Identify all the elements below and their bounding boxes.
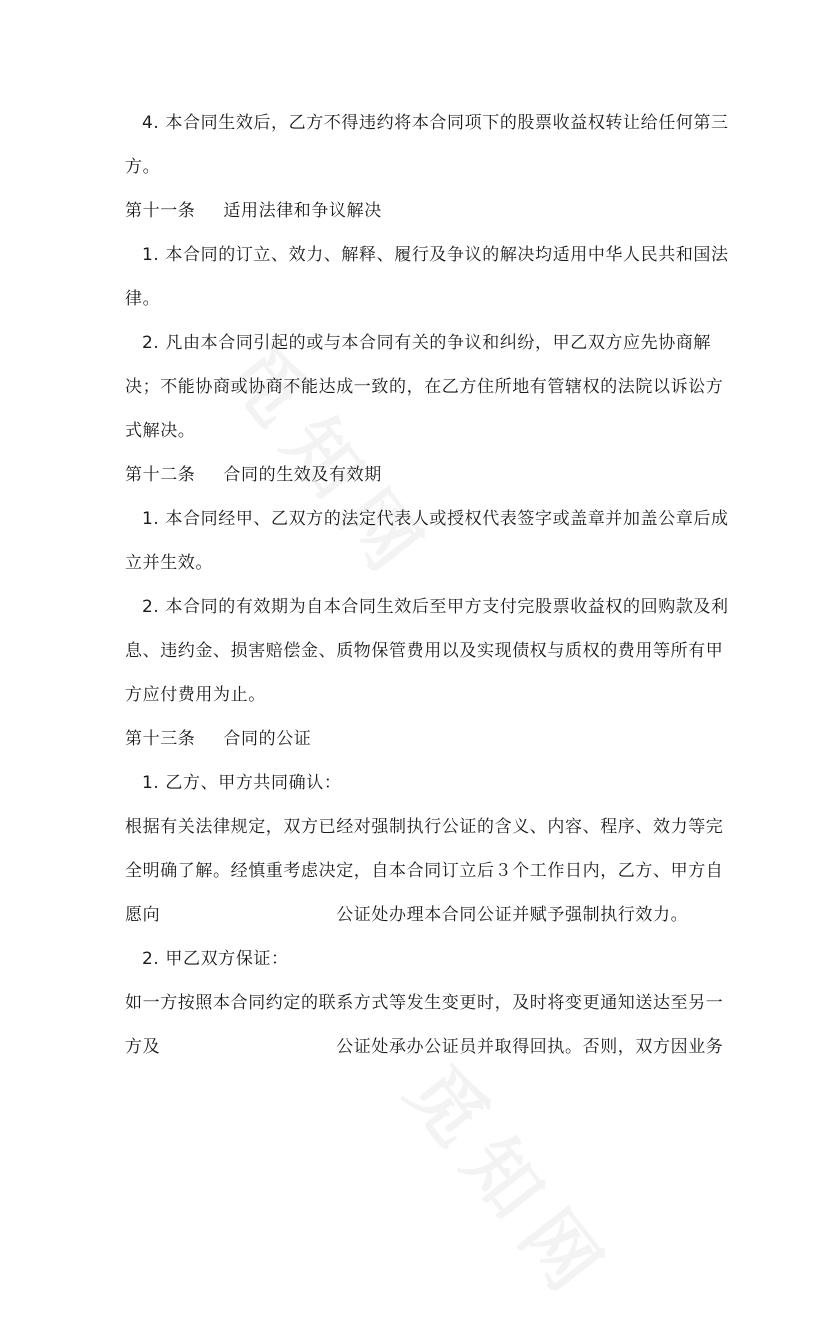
paragraph-line: 全明确了解。经慎重考虑决定，自本合同订立后３个工作日内，乙方、甲方自 xyxy=(125,861,724,881)
line-start: 方及 xyxy=(125,1037,161,1057)
paragraph-line: 式解决。 xyxy=(125,421,196,441)
line-end: 公证处承办公证员并取得回执。否则，双方因业务 xyxy=(336,1037,724,1057)
article-heading-13 xyxy=(125,727,311,751)
paragraph-line xyxy=(125,1035,723,1059)
paragraph-line xyxy=(125,903,688,927)
paragraph-line: 息、违约金、损害赔偿金、质物保管费用以及实现债权与质权的费用等所有甲 xyxy=(125,641,724,661)
article-title: 适用法律和争议解决 xyxy=(223,201,382,221)
paragraph-line: 根据有关法律规定，双方已经对强制执行公证的含义、内容、程序、效力等完 xyxy=(125,817,724,837)
paragraph-line: 2. 甲乙双方保证： xyxy=(142,949,289,969)
paragraph-line: 方应付费用为止。 xyxy=(125,685,266,705)
article-title: 合同的生效及有效期 xyxy=(223,465,382,485)
paragraph-line: 2. 本合同的有效期为自本合同生效后至甲方支付完股票收益权的回购款及利 xyxy=(142,597,729,617)
paragraph-line: 1. 本合同的订立、效力、解释、履行及争议的解决均适用中华人民共和国法 xyxy=(142,245,729,265)
paragraph-line: 1. 本合同经甲、乙双方的法定代表人或授权代表签字或盖章并加盖公章后成 xyxy=(142,509,729,529)
article-title: 合同的公证 xyxy=(223,729,312,749)
article-number: 第十三条 xyxy=(125,729,196,749)
article-heading-11 xyxy=(125,199,382,223)
article-heading-12 xyxy=(125,463,382,487)
paragraph-line: 立并生效。 xyxy=(125,553,213,573)
paragraph-line: 4. 本合同生效后，乙方不得违约将本合同项下的股票收益权转让给任何第三 xyxy=(142,113,729,133)
paragraph-line: 决；不能协商或协商不能达成一致的，在乙方住所地有管辖权的法院以诉讼方 xyxy=(125,377,724,397)
paragraph-line: 律。 xyxy=(125,289,161,309)
line-end: 公证处办理本合同公证并赋予强制执行效力。 xyxy=(336,905,689,925)
article-number: 第十一条 xyxy=(125,201,196,221)
article-number: 第十二条 xyxy=(125,465,196,485)
watermark xyxy=(206,320,459,603)
paragraph-line: 1. 乙方、甲方共同确认： xyxy=(142,773,342,793)
paragraph-line: 如一方按照本合同约定的联系方式等发生变更时，及时将变更通知送达至另一 xyxy=(125,993,724,1013)
line-start: 愿向 xyxy=(125,905,161,925)
watermark-bottom xyxy=(386,1040,639,1323)
paragraph-line: 方。 xyxy=(125,157,161,177)
paragraph-line: 2. 凡由本合同引起的或与本合同有关的争议和纠纷，甲乙双方应先协商解 xyxy=(142,333,712,353)
